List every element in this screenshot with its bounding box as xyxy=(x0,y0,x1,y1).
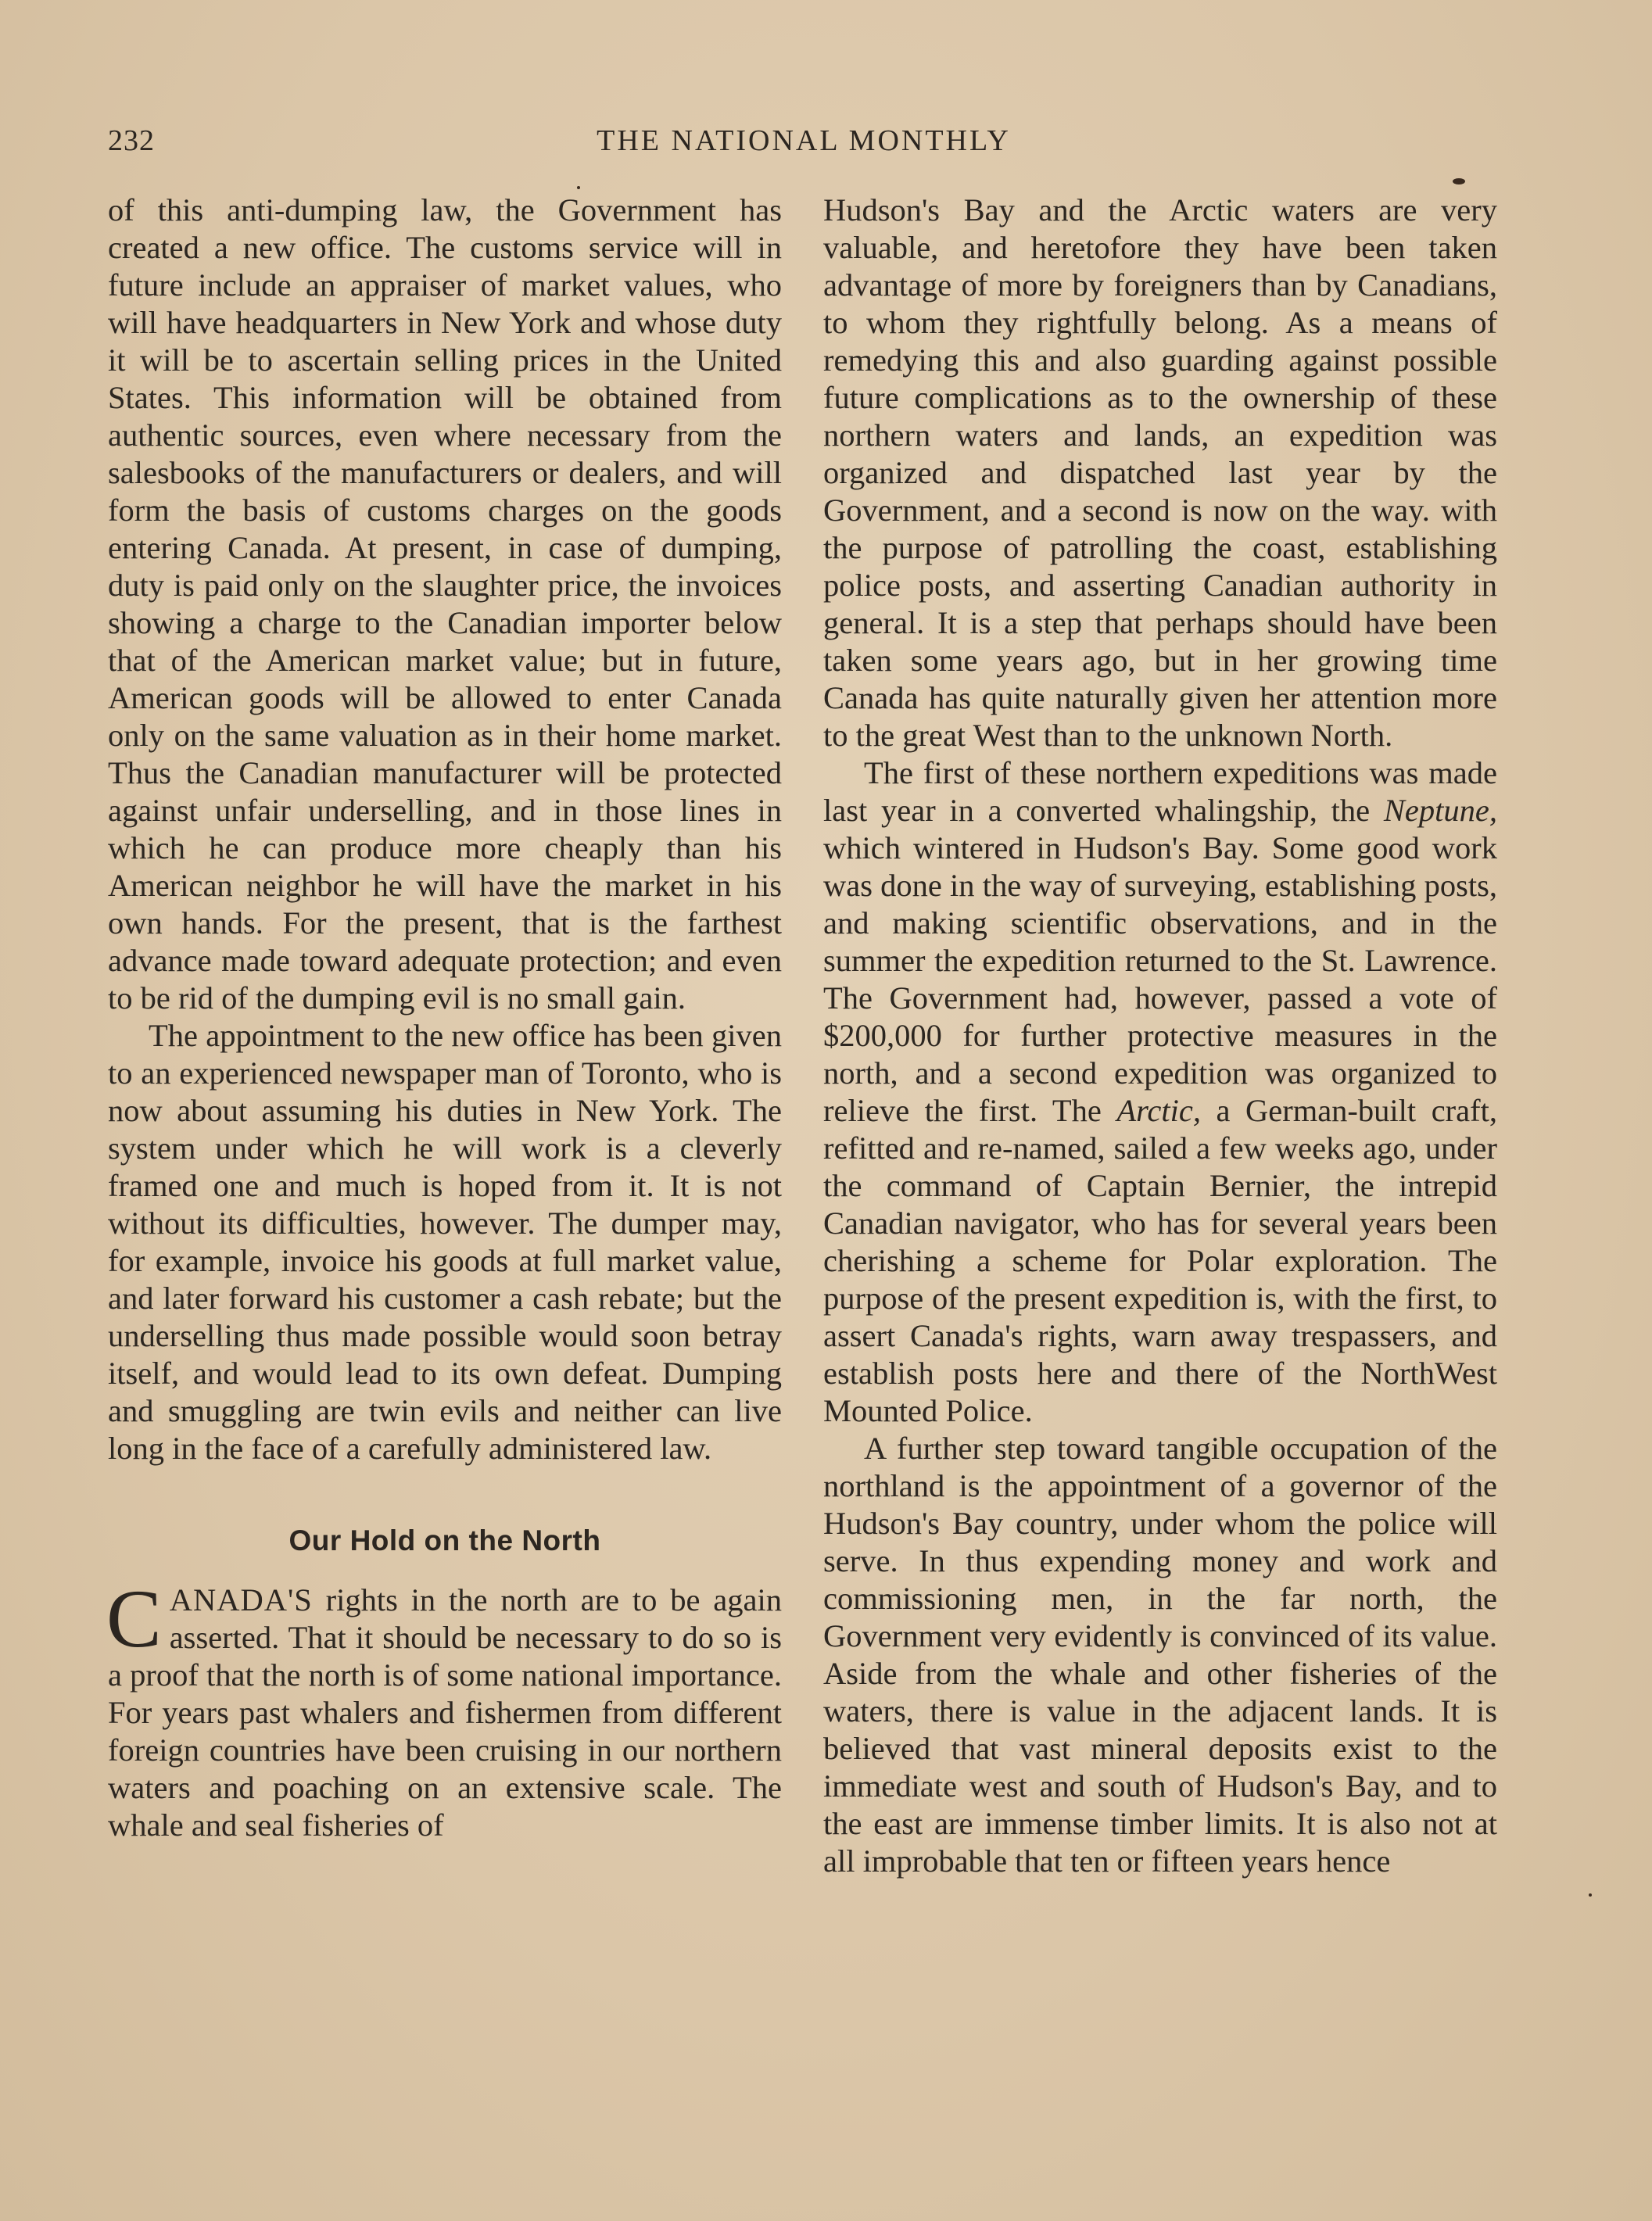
paragraph: A further step toward tangible occupation of the northland is the appointment of a governor of the Hudson's Bay country, under whom the police will serve. In thus expending money and work and commissioning men, in the far north, the Government very evidently is convinced of its value. Aside from the whale and other fisheries of the waters, there is value in the adjacent lands. It is believed that vast mineral deposits exist to the immediate west and south of Hudson's Bay, and to the east are immense timber limits. It is also not at all improbable that ten or fifteen years hence xyxy=(823,1431,1497,1879)
ink-speck xyxy=(1453,178,1465,184)
paragraph: Hudson's Bay and the Arctic waters are very valuable, and heretofore they have been taken advantage of more by foreigners than by Canadians, to whom they rightfully belong. As a means of remedying this and also guarding against possible future complications as to the ownership of these northern waters and lands, an expedition was organized and dispatched last year by the Government, and a second is now on the way. with the purpose of patrolling the coast, establishing police posts, and asserting Canadian authority in general. It is a step that perhaps should have been taken some years ago, but in her growing time Canada has quite naturally given her attention more to the great West than to the unknown North. xyxy=(823,192,1497,753)
paragraph-text: rights in the north are to be again asserted. That it should be necessary to do so is a proof that the north is of some national importance. For years past whalers and fishermen from different foreign countries have been cruising in our northern waters and poaching on an extensive scale. The whale and seal fisheries of xyxy=(108,1582,782,1843)
section-heading: Our Hold on the North xyxy=(288,1524,601,1556)
paragraph-text: which wintered in Hudson's Bay. Some good work was done in the way of surveying, establishing posts, and making scientific observations, and in the summer the expedition returned to the St. Lawrence. The Government had, however, passed a vote of $200,000 for further protective measures in the north, and a second expedition was organized to relieve the first. The xyxy=(823,830,1497,1128)
page-number: 232 xyxy=(108,124,155,157)
paragraph: of this anti-dumping law, the Government has created a new office. The customs service will in future include an appraiser of market values, who will have headquarters in New York and whose duty it will be to ascertain selling prices in the United States. This information will be obtained from authentic sources, even where necessary from the salesbooks of the manufacturers or dealers, and will form the basis of customs charges on the goods entering Canada. At present, in case of dumping, duty is paid only on the slaughter price, the invoices showing a charge to the Canadian importer below that of the American market value; but in future, American goods will be allowed to enter Canada only on the same valuation as in their home market. Thus the Canadian manufacturer will be protected against unfair underselling, and in those lines in which he can produce more cheaply than his American neighbor he will have the market in his own hands. For the present, that is the farthest advance made toward adequate protection; and even to be rid of the dumping evil is no small gain. xyxy=(108,192,782,1016)
paragraph xyxy=(823,754,1497,1430)
ink-speck xyxy=(1589,1893,1592,1897)
page-header xyxy=(108,117,1500,164)
small-caps-lead: ANADA'S xyxy=(169,1582,313,1617)
ship-name: Neptune, xyxy=(1383,793,1497,828)
paragraph-text: a German-built craft, refitted and re-named, sailed a few weeks ago, under the command of Captain Bernier, the intrepid Canadian navigator, who has for several years been cherishing a scheme for Polar exploration. The purpose of the present expedition is, with the first, to assert Canada's rights, warn away trespassers, and establish posts here and there of the NorthWest Mounted Police. xyxy=(823,1093,1498,1428)
ink-speck xyxy=(577,186,580,189)
left-column xyxy=(108,192,782,1844)
paragraph: The appointment to the new office has been given to an experienced newspaper man of Toronto, who is now about assuming his duties in New York. The system under which he will work is a cleverly framed one and much is hoped from it. It is not without its difficulties, however. The dumper may, for example, invoice his goods at full market value, and later forward his customer a cash rebate; but the underselling thus made possible would soon betray itself, and would lead to its own defeat. Dumping and smuggling are twin evils and neither can live long in the face of a carefully administered law. xyxy=(108,1018,782,1466)
ship-name: Arctic, xyxy=(1116,1093,1201,1128)
paragraph-text: The first of these northern expeditions was made last year in a converted whalingship, the xyxy=(823,755,1497,828)
right-column xyxy=(823,192,1497,1880)
running-title: THE NATIONAL MONTHLY xyxy=(597,124,1011,157)
paragraph xyxy=(106,1573,782,1844)
drop-cap: C xyxy=(106,1573,162,1664)
